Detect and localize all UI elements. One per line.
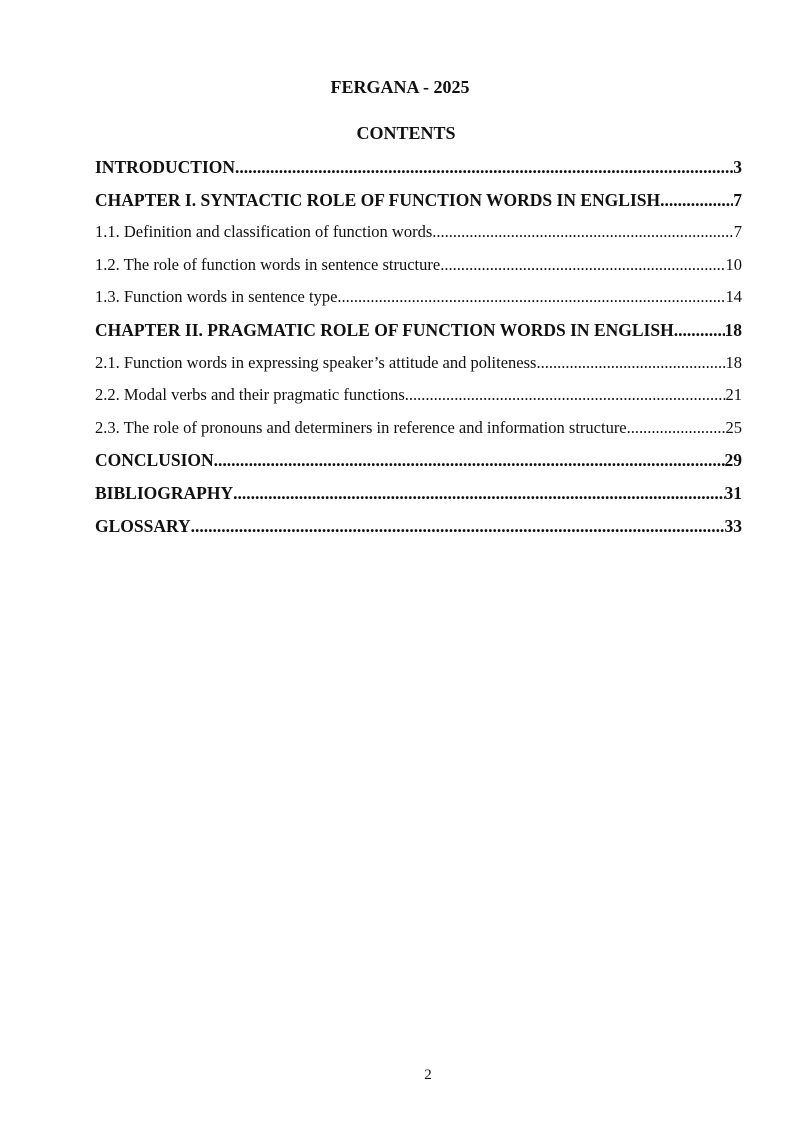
toc-entry-page: 7 [733, 222, 742, 242]
toc-entry-chapter-2[interactable] [95, 317, 742, 350]
toc-entry-bibliography[interactable] [95, 480, 742, 513]
toc-entry-label: CHAPTER I. SYNTACTIC ROLE OF FUNCTION WORDS IN ENGLISH [95, 189, 661, 210]
toc-entry-label: 2.2. Modal verbs and their pragmatic functions [95, 385, 405, 405]
toc-entry-section-2-2[interactable] [95, 382, 742, 415]
toc-entry-section-2-3[interactable] [95, 415, 742, 448]
toc-entry-page: 25 [725, 417, 742, 437]
page-number: 2 [424, 1067, 432, 1083]
toc-entry-section-1-3[interactable] [95, 284, 742, 317]
contents-title: CONTENTS [356, 123, 456, 143]
toc-entry-page: 18 [725, 352, 742, 372]
toc-entry-label: 2.3. The role of pronouns and determiners in reference and information structure [95, 417, 627, 437]
toc-entry-page: 7 [733, 189, 742, 210]
place-year-heading: FERGANA - 2025 [330, 77, 470, 97]
toc-entry-conclusion[interactable] [95, 447, 742, 480]
toc-dot-leader [214, 447, 725, 473]
toc-dot-leader [235, 154, 733, 180]
toc-entry-page: 14 [725, 287, 742, 307]
toc-entry-label: 2.1. Function words in expressing speaker’s attitude and politeness [95, 352, 537, 372]
toc-dot-leader [440, 252, 725, 278]
toc-entry-label: 1.2. The role of function words in sentence structure [95, 254, 441, 274]
toc-entry-page: 21 [725, 385, 742, 405]
toc-entry-section-1-2[interactable] [95, 252, 742, 285]
toc-dot-leader [405, 382, 726, 408]
toc-entry-page: 3 [733, 157, 742, 177]
table-of-contents [95, 154, 742, 545]
toc-entry-page: 10 [725, 254, 742, 274]
toc-entry-page: 31 [724, 482, 742, 503]
toc-entry-page: 29 [724, 450, 742, 471]
toc-dot-leader [337, 284, 725, 310]
toc-entry-page: 33 [724, 515, 742, 536]
toc-dot-leader [674, 317, 725, 343]
toc-dot-leader [536, 350, 725, 376]
toc-entry-label: 1.3. Function words in sentence type [95, 287, 338, 307]
toc-entry-label: BIBLIOGRAPHY [95, 482, 234, 503]
toc-entry-label: CONCLUSION [95, 450, 214, 471]
toc-entry-section-1-1[interactable] [95, 219, 742, 252]
toc-entry-page: 18 [724, 319, 742, 340]
toc-entry-label: GLOSSARY [95, 515, 191, 536]
toc-entry-label: INTRODUCTION [95, 157, 236, 177]
toc-entry-label: CHAPTER II. PRAGMATIC ROLE OF FUNCTION WORDS IN ENGLISH [95, 319, 674, 340]
toc-entry-glossary[interactable] [95, 513, 742, 546]
toc-entry-chapter-1[interactable] [95, 187, 742, 220]
toc-dot-leader [233, 480, 724, 506]
toc-entry-introduction[interactable] [95, 154, 742, 187]
toc-entry-label: 1.1. Definition and classification of function words [95, 222, 433, 242]
toc-dot-leader [432, 219, 733, 245]
toc-dot-leader [660, 187, 733, 213]
toc-entry-section-2-1[interactable] [95, 350, 742, 383]
toc-dot-leader [191, 513, 725, 539]
toc-dot-leader [627, 415, 726, 441]
